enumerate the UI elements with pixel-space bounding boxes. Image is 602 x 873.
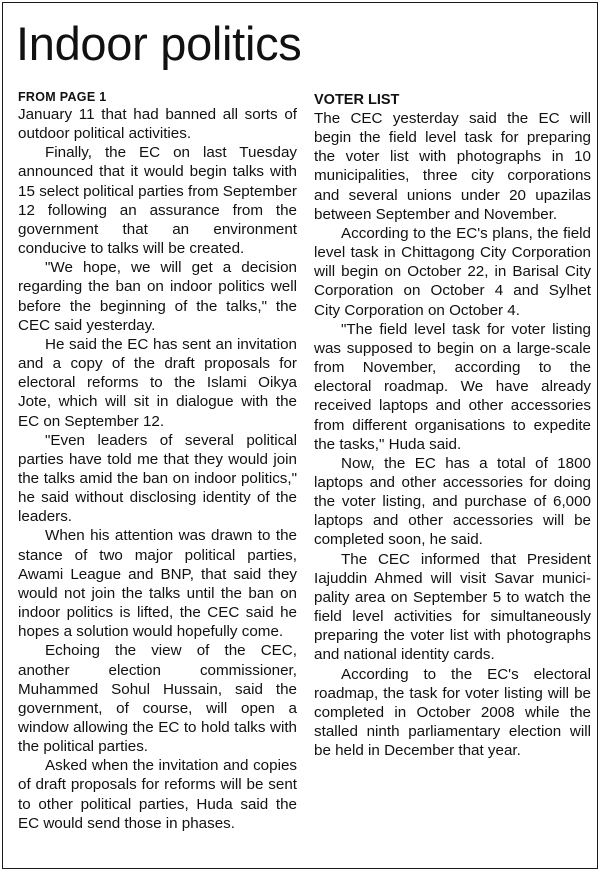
paragraph: When his attention was drawn to the stance of two major political parties, Awami League and BNP, that said they would not join the talks until the ban on indoor politics is lifted, the CEC said he hopes a solution would hopefully come. <box>18 527 297 641</box>
paragraph: The CEC informed that President Iajuddin Ahmed will visit Savar municipality area on September 5 to watch the field level activities for simultaneously preparing the voter list with photographs and national identity cards. <box>314 550 591 664</box>
paragraph: Now, the EC has a total of 1800 laptops and other accessories for doing the voter listing, and purchase of 6,000 laptops and other accessories will be completed soon, he said. <box>314 454 591 549</box>
continuation-kicker: FROM PAGE 1 <box>18 90 107 104</box>
article-headline: Indoor politics <box>16 17 302 70</box>
paragraph: According to the EC's plans, the field level task in Chittagong City Corporation will begin on October 22, in Barisal City Corporation on October 4 and Sylhet City Corporation on October 4. <box>314 224 591 319</box>
paragraph: January 11 that had banned all sorts of outdoor political activities. <box>18 106 297 143</box>
paragraph: "We hope, we will get a decision regarding the ban on indoor politics well before the beginning of the talks," the CEC said yesterday. <box>18 259 297 334</box>
paragraph: "Even leaders of several political parties have told me that they would join the talks amid the ban on indoor politics," he said without disclosing identity of the leaders. <box>18 431 297 526</box>
paragraph: Asked when the invitation and copies of draft proposals for reforms will be sent to other political parties, Huda said the EC would send those in phases. <box>18 757 297 832</box>
paragraph: The CEC yesterday said the EC will begin the field level task for preparing the voter list with photographs in 10 municipalities, three city corporations and several unions under 20 upazilas between September and November. <box>314 110 591 223</box>
paragraph: He said the EC has sent an invitation and a copy of the draft proposals for electoral reforms to the Islami Oikya Jote, which will sit in dialogue with the EC on September 12. <box>18 335 297 430</box>
right-column <box>314 109 591 760</box>
paragraph: According to the EC's electoral roadmap, the task for voter listing will be completed in October 2008 while the stalled ninth parliamentary election will be held in December that year. <box>314 665 591 760</box>
section-subhead: VOTER LIST <box>314 92 400 108</box>
left-column <box>18 90 297 833</box>
paragraph: Echoing the view of the CEC, another election commissioner, Muhammed Sohul Hussain, said the government, of course, will open a window allowing the EC to hold talks with the political parties. <box>18 642 297 756</box>
paragraph: Finally, the EC on last Tuesday announced that it would begin talks with 15 select political parties from September 12 following an assurance from the government that an environment conducive to talks will be created. <box>18 144 297 258</box>
paragraph: "The field level task for voter listing was supposed to begin on a large-scale from November, according to the electoral roadmap. We have already received laptops and other accessories from different organisations to expedite the tasks," Huda said. <box>314 320 591 453</box>
newspaper-clipping <box>2 2 598 869</box>
